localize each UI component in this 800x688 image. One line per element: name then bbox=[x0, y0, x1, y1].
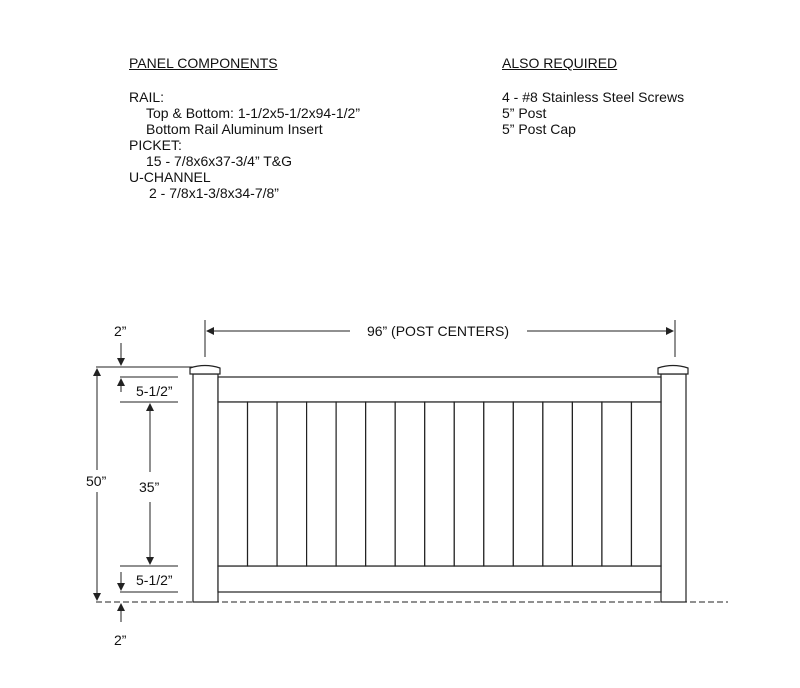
rail-top-bottom: Top & Bottom: 1-1/2x5-1/2x94-1/2” bbox=[146, 105, 360, 121]
top-rail-label: 5-1/2” bbox=[136, 383, 173, 399]
picket bbox=[513, 402, 543, 566]
picket bbox=[543, 402, 573, 566]
picket bbox=[484, 402, 514, 566]
picket bbox=[366, 402, 396, 566]
picket bbox=[336, 402, 366, 566]
u-channel-spec: 2 - 7/8x1-3/8x34-7/8” bbox=[149, 185, 279, 201]
picket bbox=[572, 402, 602, 566]
picket bbox=[454, 402, 484, 566]
picket bbox=[602, 402, 632, 566]
bottom-gap-label: 2” bbox=[114, 632, 127, 648]
panel-components-heading: PANEL COMPONENTS bbox=[129, 55, 278, 71]
required-screws: 4 - #8 Stainless Steel Screws bbox=[502, 89, 685, 105]
right-post-cap bbox=[658, 366, 688, 375]
picket bbox=[631, 402, 661, 566]
pickets bbox=[218, 402, 661, 566]
required-post: 5” Post bbox=[502, 105, 547, 121]
top-rail bbox=[218, 377, 661, 402]
post-centers-label: 96” (POST CENTERS) bbox=[366, 323, 510, 339]
picket-spec: 15 - 7/8x6x37-3/4” T&G bbox=[146, 153, 293, 169]
required-post-cap: 5” Post Cap bbox=[502, 121, 576, 137]
bottom-rail bbox=[218, 566, 661, 592]
right-post bbox=[661, 374, 686, 602]
overall-height-label: 50” bbox=[86, 473, 107, 489]
picket bbox=[395, 402, 425, 566]
rail-insert: Bottom Rail Aluminum Insert bbox=[146, 121, 323, 137]
bottom-rail-label: 5-1/2” bbox=[136, 572, 173, 588]
picket-height-label: 35” bbox=[139, 479, 160, 495]
top-gap-label: 2” bbox=[114, 323, 127, 339]
rail-label: RAIL: bbox=[129, 89, 165, 105]
picket-label: PICKET: bbox=[129, 137, 182, 153]
left-post-cap bbox=[190, 366, 220, 375]
picket bbox=[218, 402, 248, 566]
picket bbox=[248, 402, 278, 566]
also-required-heading: ALSO REQUIRED bbox=[502, 55, 618, 71]
picket bbox=[425, 402, 455, 566]
u-channel-label: U-CHANNEL bbox=[129, 169, 211, 185]
left-post bbox=[193, 374, 218, 602]
picket bbox=[307, 402, 337, 566]
picket bbox=[277, 402, 307, 566]
